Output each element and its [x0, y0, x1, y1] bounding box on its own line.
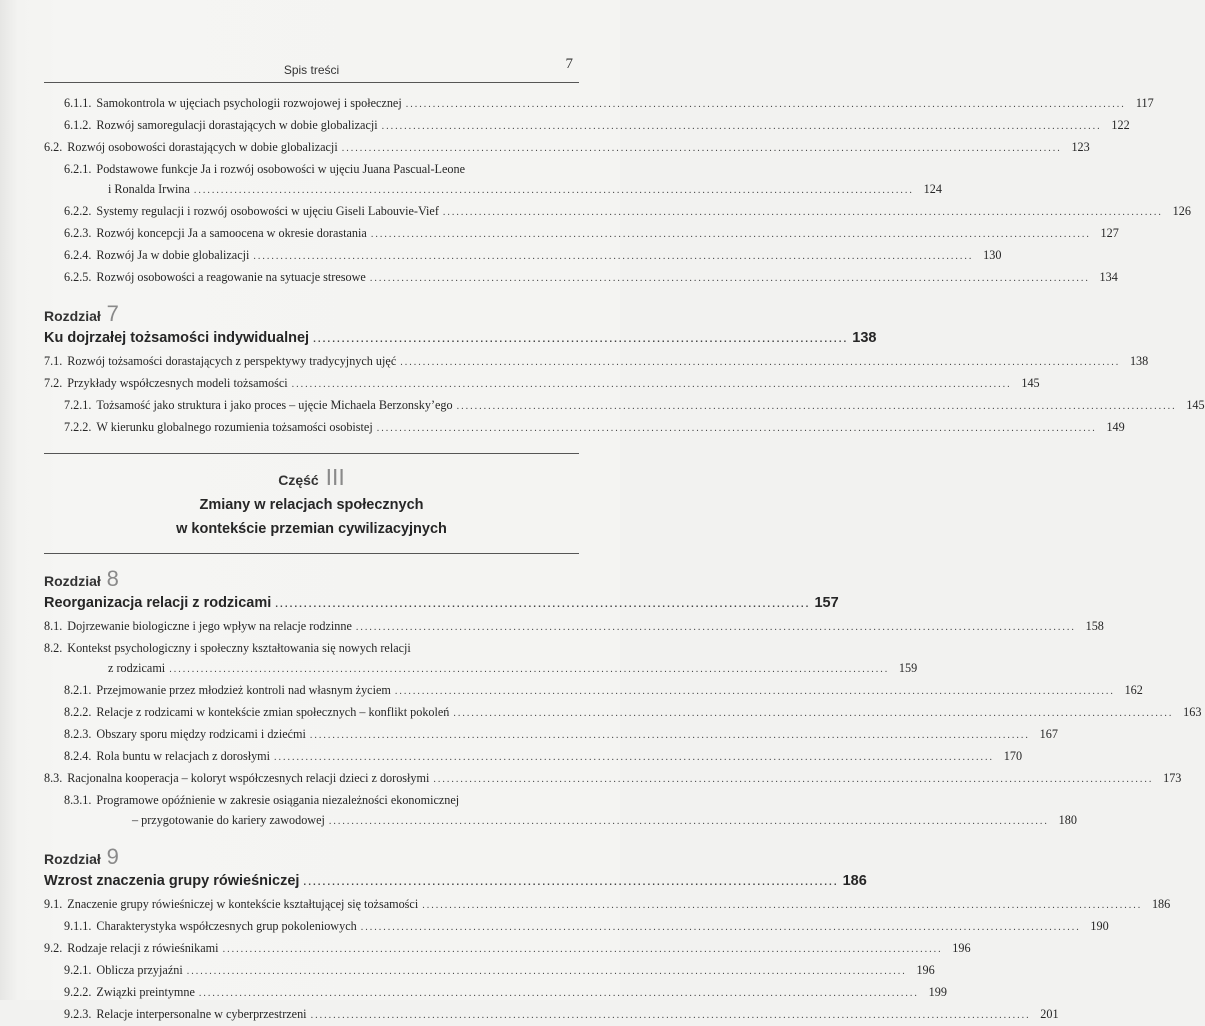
entry-page: 199 [928, 985, 947, 999]
entry-title: Rola buntu w relacjach z dorosłymi [96, 749, 271, 763]
entry-number: 8.2.3. [64, 727, 92, 741]
toc-entry[interactable] [44, 351, 1149, 373]
running-title: Spis treści [283, 63, 340, 77]
chapter-8-title[interactable]: Reorganizacja relacji z rodzicami ................................................................................................................ 157 [44, 595, 839, 611]
entry-title: – przygotowanie do kariery zawodowej [132, 813, 325, 827]
entry-title: Samokontrola w ujęciach psychologii rozwojowej i społecznej [96, 96, 402, 110]
dot-leader: ................................................................................................................................................................ [291, 379, 1012, 390]
toc-entry[interactable] [44, 395, 1205, 417]
chapter-7-entries [44, 351, 1205, 439]
dot-leader: ................................................................................................................................................................ [355, 622, 1076, 633]
entry-number: 7.2. [44, 376, 63, 390]
entry-number: 6.2.4. [64, 248, 92, 262]
toc-entry[interactable] [44, 790, 579, 810]
page-header [44, 56, 579, 83]
entry-page: 158 [1085, 619, 1104, 633]
dot-leader: ................................................................................................................................................................ [394, 686, 1115, 697]
entry-title: Przykłady współczesnych modeli tożsamości [67, 376, 288, 390]
entry-title: Przejmowanie przez młodzież kontroli nad własnym życiem [96, 683, 391, 697]
dot-leader: ................................................................................................................................................................ [453, 708, 1174, 719]
chapter-9-title[interactable]: Wzrost znaczenia grupy rówieśniczej ................................................................................................................ 186 [44, 873, 867, 889]
dot-leader: ................................................................................................................................................................ [442, 207, 1163, 218]
toc-entry[interactable] [44, 658, 918, 680]
dot-leader: ................................................................................................................................................................ [328, 816, 1049, 827]
chapter-9-label: Rozdział 9 [44, 844, 119, 869]
entry-page: 173 [1163, 771, 1182, 785]
entry-page: 196 [916, 963, 935, 977]
toc-entry[interactable] [44, 768, 1182, 790]
entry-page: 124 [923, 182, 942, 196]
chapter-8-entries [44, 616, 1202, 832]
entry-title: W kierunku globalnego rozumienia tożsamości osobistej [96, 420, 373, 434]
entry-number: 9.1. [44, 897, 63, 911]
toc-entry[interactable] [44, 201, 1191, 223]
entry-page: 196 [952, 941, 971, 955]
toc-entry[interactable] [44, 680, 1143, 702]
entry-title: Relacje interpersonalne w cyberprzestrzeni [96, 1007, 307, 1021]
entry-number: 6.2.5. [64, 270, 92, 284]
entry-number: 9.2.1. [64, 963, 92, 977]
entry-title: Programowe opóźnienie w zakresie osiągania niezależności ekonomicznej [96, 793, 460, 807]
toc-entry[interactable] [44, 417, 1125, 439]
entry-page: 127 [1100, 226, 1119, 240]
dot-leader: ................................................................................................................................................................ [169, 664, 890, 675]
entry-number: 8.2.1. [64, 683, 92, 697]
toc-entry[interactable] [44, 960, 935, 982]
entry-number: 8.2. [44, 641, 63, 655]
entry-number: 7.1. [44, 354, 63, 368]
toc-entry[interactable] [44, 616, 1104, 638]
entry-page: 134 [1099, 270, 1118, 284]
entry-title: Systemy regulacji i rozwój osobowości w ujęciu Giseli Labouvie-Vief [96, 204, 439, 218]
entry-title: Tożsamość jako struktura i jako proces – ujęcie Michaela Berzonsky’ego [96, 398, 453, 412]
entry-page: 159 [898, 661, 918, 675]
entry-page: 145 [1021, 376, 1040, 390]
toc-entry[interactable] [44, 894, 1171, 916]
entry-title: Rodzaje relacji z rówieśnikami [67, 941, 219, 955]
toc-entry[interactable] [44, 916, 1109, 938]
toc-entry[interactable] [44, 810, 1077, 832]
chapter-9-entries [44, 894, 1171, 1026]
entry-title: Relacje z rodzicami w kontekście zmian społecznych – konflikt pokoleń [96, 705, 450, 719]
dot-leader: ................................................................................................................................................................ [186, 966, 907, 977]
entry-page: 186 [1151, 897, 1171, 911]
toc-entry[interactable] [44, 159, 579, 179]
toc-entry[interactable] [44, 638, 579, 658]
toc-entry[interactable] [44, 938, 971, 960]
dot-leader: ................................................................................................................................................................ [400, 357, 1121, 368]
dot-leader: ................................................................................................................................................................ [222, 944, 943, 955]
entry-page: 145 [1186, 398, 1205, 412]
dot-leader: ................................................................................................................................................................ [360, 922, 1081, 933]
entry-number: 9.2. [44, 941, 63, 955]
entry-title: Rozwój osobowości a reagowanie na sytuacje stresowe [96, 270, 366, 284]
entry-title: Oblicza przyjaźni [96, 963, 183, 977]
dot-leader: ................................................................................................................................................................ [381, 121, 1102, 132]
chapter-8-label: Rozdział 8 [44, 566, 119, 591]
part-label: Część III [278, 464, 345, 490]
toc-entry[interactable] [44, 245, 1002, 267]
entry-title: Obszary sporu między rodzicami i dziećmi [96, 727, 306, 741]
toc-entry[interactable] [44, 93, 1154, 115]
entry-title: z rodzicami [108, 661, 166, 675]
entry-number: 8.1. [44, 619, 63, 633]
entry-title: Kontekst psychologiczny i społeczny kształtowania się nowych relacji [67, 641, 411, 655]
entry-number: 6.2. [44, 140, 63, 154]
entry-number: 8.3.1. [64, 793, 92, 807]
chapter-7-label: Rozdział 7 [44, 301, 119, 326]
entry-title: Podstawowe funkcje Ja i rozwój osobowości w ujęciu Juana Pascual-Leone [96, 162, 465, 176]
part-title-line-1: Zmiany w relacjach społecznych [199, 497, 424, 513]
entry-page: 201 [1040, 1007, 1059, 1021]
entry-page: 162 [1124, 683, 1143, 697]
chapter-7-title[interactable]: Ku dojrzałej tożsamości indywidualnej ................................................................................................................ 138 [44, 330, 877, 346]
toc-entry[interactable] [44, 115, 1130, 137]
toc-entry[interactable] [44, 1004, 1059, 1026]
part-3-heading [44, 453, 579, 554]
entry-page: 149 [1106, 420, 1125, 434]
dot-leader: ................................................................................................................................................................ [422, 900, 1143, 911]
entry-title: Rozwój osobowości dorastających w dobie globalizacji [67, 140, 338, 154]
entry-number: 8.2.2. [64, 705, 92, 719]
entry-title: i Ronalda Irwina [108, 182, 190, 196]
entry-page: 170 [1003, 749, 1023, 763]
entry-title: Rozwój samoregulacji dorastających w dobie globalizacji [96, 118, 378, 132]
entry-page: 123 [1071, 140, 1090, 154]
part-title-line-2: w kontekście przemian cywilizacyjnych [176, 521, 447, 537]
table-of-contents [44, 93, 1205, 1026]
entry-title: Rozwój koncepcji Ja a samoocena w okresie dorastania [96, 226, 367, 240]
dot-leader: ................................................................................................................................................................ [274, 752, 995, 763]
toc-entry[interactable] [44, 982, 947, 1004]
toc-entry[interactable] [44, 179, 942, 201]
entry-page: 167 [1039, 727, 1058, 741]
entry-number: 9.1.1. [64, 919, 92, 933]
entry-number: 7.2.1. [64, 398, 92, 412]
toc-entry[interactable] [44, 724, 1058, 746]
dot-leader: ................................................................................................................................................................ [433, 774, 1154, 785]
toc-entry[interactable] [44, 267, 1118, 289]
entry-page: 180 [1058, 813, 1077, 827]
entry-title: Dojrzewanie biologiczne i jego wpływ na relacje rodzinne [67, 619, 352, 633]
entry-number: 9.2.3. [64, 1007, 92, 1021]
entry-title: Znaczenie grupy rówieśniczej w kontekście kształtującej się tożsamości [67, 897, 419, 911]
dot-leader: ................................................................................................................................................................ [193, 185, 914, 196]
toc-entry[interactable] [44, 702, 1202, 724]
section-6-entries [44, 93, 1191, 289]
dot-leader: ................................................................................................................................................................ [198, 988, 919, 999]
dot-leader: ................................................................................................................................................................ [309, 730, 1030, 741]
page-number: 7 [565, 56, 573, 72]
entry-number: 6.2.2. [64, 204, 92, 218]
dot-leader: ................................................................................................................................................................ [376, 423, 1097, 434]
entry-title: Rozwój Ja w dobie globalizacji [96, 248, 250, 262]
entry-number: 6.2.1. [64, 162, 92, 176]
entry-number: 6.1.1. [64, 96, 92, 110]
toc-entry[interactable] [44, 373, 1040, 395]
entry-title: Rozwój tożsamości dorastających z perspektywy tradycyjnych ujęć [67, 354, 397, 368]
entry-number: 8.2.4. [64, 749, 92, 763]
entry-page: 122 [1111, 118, 1130, 132]
entry-title: Charakterystyka współczesnych grup pokoleniowych [96, 919, 357, 933]
entry-title: Związki preintymne [96, 985, 195, 999]
entry-page: 138 [1129, 354, 1149, 368]
entry-number: 6.1.2. [64, 118, 92, 132]
toc-entry[interactable] [44, 223, 1119, 245]
entry-title: Racjonalna kooperacja – koloryt współczesnych relacji dzieci z dorosłymi [67, 771, 430, 785]
dot-leader: ................................................................................................................................................................ [310, 1010, 1031, 1021]
entry-number: 7.2.2. [64, 420, 92, 434]
dot-leader: ................................................................................................................................................................ [369, 273, 1090, 284]
toc-entry[interactable] [44, 137, 1090, 159]
entry-page: 117 [1135, 96, 1154, 110]
dot-leader: ................................................................................................................................................................ [370, 229, 1091, 240]
entry-page: 130 [983, 248, 1002, 262]
dot-leader: ................................................................................................................................................................ [405, 99, 1126, 110]
toc-entry[interactable] [44, 746, 1023, 768]
dot-leader: ................................................................................................................................................................ [253, 251, 974, 262]
entry-number: 6.2.3. [64, 226, 92, 240]
dot-leader: ................................................................................................................................................................ [456, 401, 1177, 412]
dot-leader: ................................................................................................................................................................ [341, 143, 1062, 154]
entry-page: 190 [1090, 919, 1109, 933]
entry-number: 9.2.2. [64, 985, 92, 999]
entry-number: 8.3. [44, 771, 63, 785]
entry-page: 126 [1172, 204, 1191, 218]
entry-page: 163 [1183, 705, 1202, 719]
